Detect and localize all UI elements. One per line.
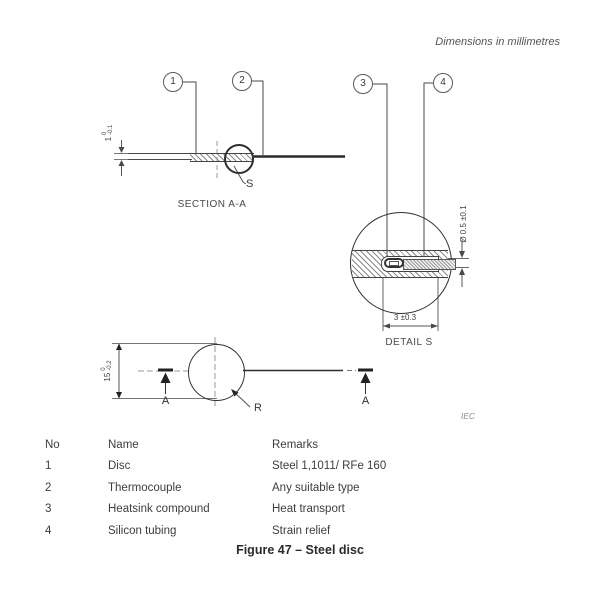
figure-caption: Figure 47 – Steel disc <box>236 543 364 557</box>
section-view-arrows <box>119 147 125 166</box>
radius-label: R <box>254 402 262 414</box>
balloon-4 <box>433 73 453 93</box>
table-row-2-remarks: Any suitable type <box>272 481 360 494</box>
table-row-4-no: 4 <box>45 524 52 537</box>
table-row-1-no: 1 <box>45 460 52 473</box>
balloon-3 <box>353 74 373 94</box>
balloon-4-label: 4 <box>440 77 446 88</box>
table-row-3-no: 3 <box>45 503 52 516</box>
section-arrow-label-right: A <box>361 395 370 407</box>
detail-marker-label: S <box>246 178 254 190</box>
table-header-name: Name <box>108 438 139 451</box>
table-row-1-name: Disc <box>108 460 131 473</box>
table-row-3-remarks: Heat transport <box>272 503 345 516</box>
balloon-2-label: 2 <box>239 75 245 86</box>
detail-thermocouple-junction <box>389 261 399 266</box>
balloon-3-label: 3 <box>360 78 366 89</box>
table-row-4-name: Silicon tubing <box>108 524 177 537</box>
balloon-2 <box>232 71 252 91</box>
table-row-1-remarks: Steel 1,1011/ RFe 160 <box>272 460 387 473</box>
detail-silicon-tube <box>403 259 456 270</box>
balloon-1-label: 1 <box>170 76 176 87</box>
thickness-value: 1 <box>103 136 113 142</box>
table-row-3-name: Heatsink compound <box>108 503 210 516</box>
thickness-tol-upper: 0 <box>102 131 108 135</box>
table-header-no: No <box>45 438 60 451</box>
table-header-remarks: Remarks <box>272 438 319 451</box>
iec-mark: IEC <box>460 411 475 421</box>
dimensions-note: Dimensions in millimetres <box>435 36 560 48</box>
hole-depth-dimension: 3 ±0.3 <box>393 313 417 322</box>
disc-diameter-tol-lower: -0.2 <box>107 360 113 371</box>
section-arrow-label-left: A <box>161 395 170 407</box>
balloon-1 <box>163 72 183 92</box>
disc-circle <box>188 344 245 401</box>
thickness-dimension <box>100 103 116 163</box>
disc-diameter-dimension <box>99 341 115 401</box>
parts-table <box>45 434 557 542</box>
tube-diameter-dimension: Ø 0.5 ±0.1 <box>458 205 468 243</box>
section-view-label: SECTION A-A <box>177 199 247 210</box>
detail-view-label: DETAIL S <box>385 337 433 348</box>
table-row-4-remarks: Strain relief <box>272 524 331 537</box>
detail-marker-circle <box>224 144 254 174</box>
table-row-2-no: 2 <box>45 481 52 494</box>
disc-diameter-tol-upper: 0 <box>101 367 107 371</box>
thickness-tol-lower: -0.1 <box>108 124 114 135</box>
disc-diameter-value: 15 <box>102 372 112 382</box>
table-row-2-name: Thermocouple <box>108 481 182 494</box>
